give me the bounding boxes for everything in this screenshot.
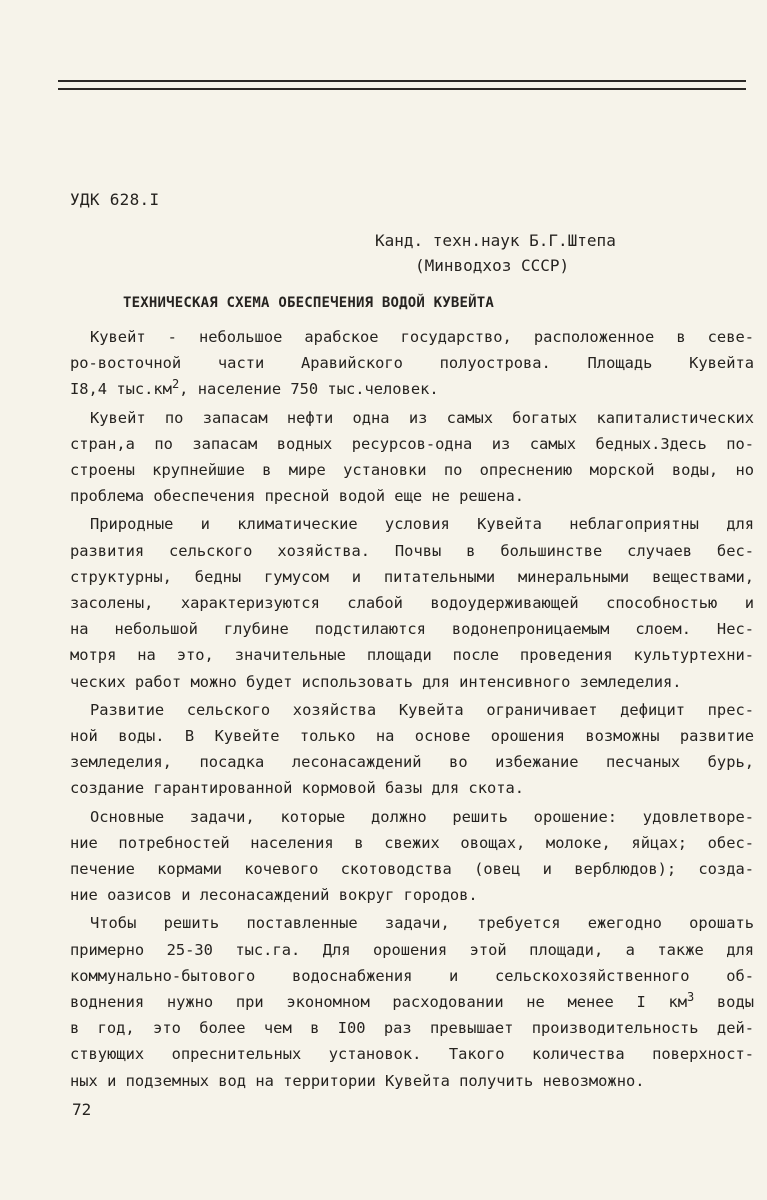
text-line: примерно 25-30 тыс.га. Для орошения этой площади, а также для xyxy=(70,940,754,959)
text-segment: воднения нужно при экономном расходовании не менее I км xyxy=(70,993,687,1012)
text-line: на небольшой глубине подстилаются водонепроницаемым слоем. Нес- xyxy=(70,620,754,639)
text-line: Развитие сельского хозяйства Кувейта ограничивает дефицит прес- xyxy=(90,700,754,719)
text-line: ние оазисов и лесонасаждений вокруг городов. xyxy=(70,886,478,905)
text-line: Кувейт - небольшое арабское государство, расположенное в севе- xyxy=(90,328,754,346)
header-rule-top xyxy=(58,80,746,82)
text-line: Основные задачи, которые должно решить орошение: удовлетворе- xyxy=(90,807,754,826)
paragraph xyxy=(70,697,754,802)
text-line: Природные и климатические условия Кувейта неблагоприятны для xyxy=(90,515,754,534)
text-line: ных и подземных вод на территории Кувейта получить невозможно. xyxy=(70,1071,645,1090)
text-segment: воды xyxy=(694,993,754,1012)
author-block xyxy=(375,228,616,278)
text-line: мотря на это, значительные площади после проведения культуртехни- xyxy=(70,646,754,665)
text-line: проблема обеспечения пресной водой еще не решена. xyxy=(70,487,525,506)
paragraph xyxy=(70,910,754,1093)
superscript: 3 xyxy=(687,989,695,1004)
text-line: структурны, бедны гумусом и питательными минеральными веществами, xyxy=(70,567,754,586)
text-line: ние потребностей населения в свежих овощах, молоке, яйцах; обес- xyxy=(70,833,754,852)
author-affiliation: (Минводхоз СССР) xyxy=(415,256,570,275)
text-line: земледелия, посадка лесонасаждений во избежание песчаных бурь, xyxy=(70,753,754,772)
text-line: ческих работ можно будет использовать для интенсивного земледелия. xyxy=(70,672,682,691)
text-line: печение кормами кочевого скотоводства (овец и верблюдов); созда- xyxy=(70,860,754,879)
article-title: ТЕХНИЧЕСКАЯ СХЕМА ОБЕСПЕЧЕНИЯ ВОДОЙ КУВЕЙТА xyxy=(123,295,495,311)
text-line: стран,а по запасам водных ресурсов-одна из самых бедных.Здесь по- xyxy=(70,434,754,453)
text-line: развития сельского хозяйства. Почвы в большинстве случаев бес- xyxy=(70,541,754,560)
text-line: Чтобы решить поставленные задачи, требуется ежегодно орошать xyxy=(90,914,754,933)
text-line: создание гарантированной кормовой базы для скота. xyxy=(70,779,525,798)
text-line: коммунально-бытового водоснабжения и сельскохозяйственного об- xyxy=(70,966,754,985)
text-segment: , население 750 тыс.человек. xyxy=(179,380,439,399)
text-line: ро-восточной части Аравийского полуострова. Площадь Кувейта xyxy=(70,354,754,373)
article-body xyxy=(70,324,754,1094)
text-line: ствующих опреснительных установок. Такого количества поверхност- xyxy=(70,1045,754,1064)
text-line xyxy=(70,376,754,402)
text-line xyxy=(70,989,754,1015)
udk-code: УДК 628.I xyxy=(70,190,160,209)
paragraph xyxy=(70,324,754,403)
text-segment: I8,4 тыс.км xyxy=(70,380,172,399)
text-line: строены крупнейшие в мире установки по опреснению морской воды, но xyxy=(70,461,754,480)
text-line: ной воды. В Кувейте только на основе орошения возможны развитие xyxy=(70,727,754,746)
header-rule-bottom xyxy=(58,88,746,90)
text-line: засолены, характеризуются слабой водоудерживающей способностью и xyxy=(70,594,754,613)
text-line: в год, это более чем в I00 раз превышает производительность дей- xyxy=(70,1019,754,1038)
paragraph xyxy=(70,511,754,694)
page-number: 72 xyxy=(72,1100,92,1119)
paragraph xyxy=(70,804,754,909)
superscript: 2 xyxy=(171,377,180,392)
paragraph xyxy=(70,405,754,510)
text-line: Кувейт по запасам нефти одна из самых богатых капиталистических xyxy=(90,408,754,427)
author-name: Канд. техн.наук Б.Г.Штепа xyxy=(375,231,616,250)
